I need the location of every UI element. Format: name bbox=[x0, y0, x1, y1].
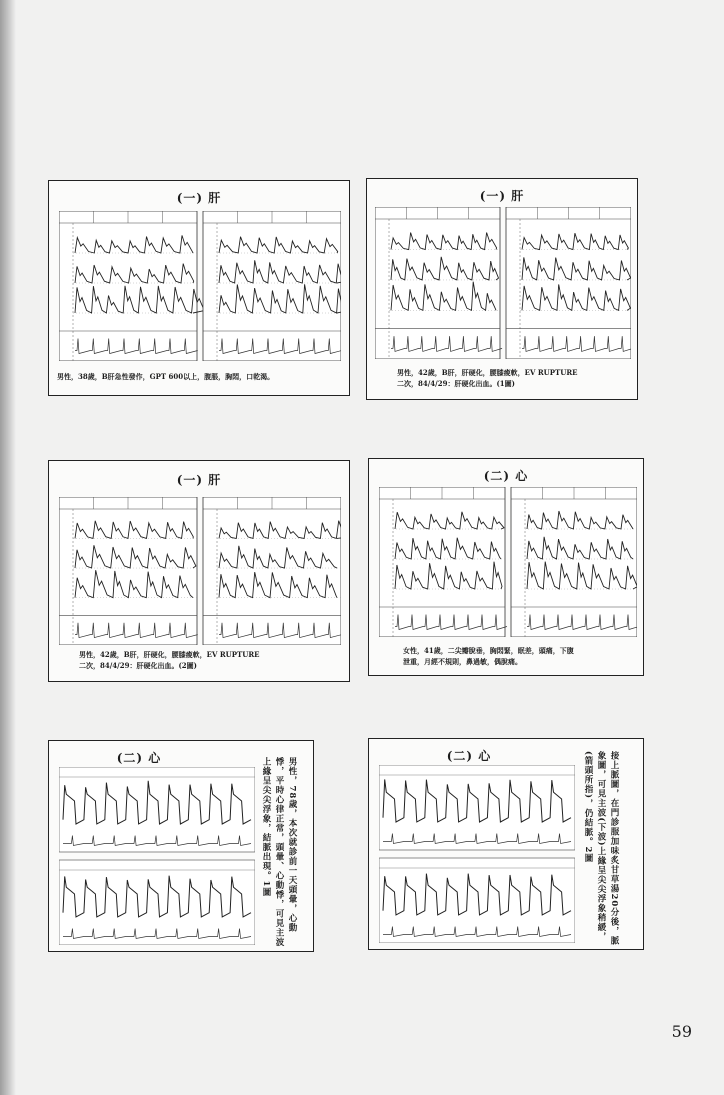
pulse-chart-image bbox=[59, 767, 255, 945]
figure-panel-heart-2 bbox=[48, 740, 314, 952]
panel-title: (一) 肝 bbox=[176, 191, 222, 205]
panel-title: (二) 心 bbox=[446, 749, 492, 763]
scan-binding-shadow bbox=[0, 0, 16, 1095]
figure-panel-heart-1 bbox=[368, 458, 644, 676]
panel-caption-line: 女性，41歲，二尖瓣脫垂，胸悶緊，眠差，頭痛，下腹 bbox=[403, 646, 574, 655]
panel-title: (二) 心 bbox=[483, 469, 529, 483]
pulse-chart-image bbox=[379, 765, 575, 943]
pulse-chart-image bbox=[379, 487, 637, 637]
figure-panel-liver-2 bbox=[366, 178, 638, 400]
panel-title: (一) 肝 bbox=[176, 473, 222, 487]
panel-caption: 男性，78歲，本次就診前一天頭暈，心動悸，平時心律正常，頭暈、心動悸，可見主波上緣呈尖尖浮象，結脈出現。1圖 bbox=[261, 757, 297, 947]
figure-panel-heart-3 bbox=[368, 738, 644, 950]
pulse-chart-image bbox=[59, 497, 341, 645]
figure-panel-liver-3 bbox=[48, 460, 350, 682]
panel-caption-line: 二次，84/4/29：肝硬化出血。(2圖) bbox=[79, 661, 197, 670]
panel-caption: 男性，38歲，B肝急性發作，GPT 600以上，腹脹，胸悶，口乾渴。 bbox=[57, 372, 275, 381]
panel-title: (一) 肝 bbox=[479, 189, 525, 203]
panel-caption-line: 男性，42歲，B肝，肝硬化，腰膝痠軟，EV RUPTURE bbox=[79, 650, 260, 659]
pulse-chart-image bbox=[375, 207, 631, 359]
panel-caption: 接上脈圖，在門診服加味炙甘草湯20分後，脈象圖，可見主波(下波)上緣呈尖尖浮象稍緩，(箭頭所指)，仍結脈。2圖 bbox=[583, 751, 619, 946]
panel-caption-line: 泄重，月經不規則，鼻過敏，偶脫痛。 bbox=[403, 657, 522, 666]
pulse-chart-image bbox=[59, 211, 341, 361]
panel-caption-line: 男性，42歲，B肝，肝硬化，腰膝痠軟，EV RUPTURE bbox=[397, 368, 578, 377]
panel-caption-line: 二次，84/4/29：肝硬化出血。(1圖) bbox=[397, 379, 515, 388]
panel-title: (二) 心 bbox=[116, 751, 162, 765]
page-number: 59 bbox=[671, 1022, 692, 1041]
figure-panel-liver-1 bbox=[48, 180, 350, 396]
